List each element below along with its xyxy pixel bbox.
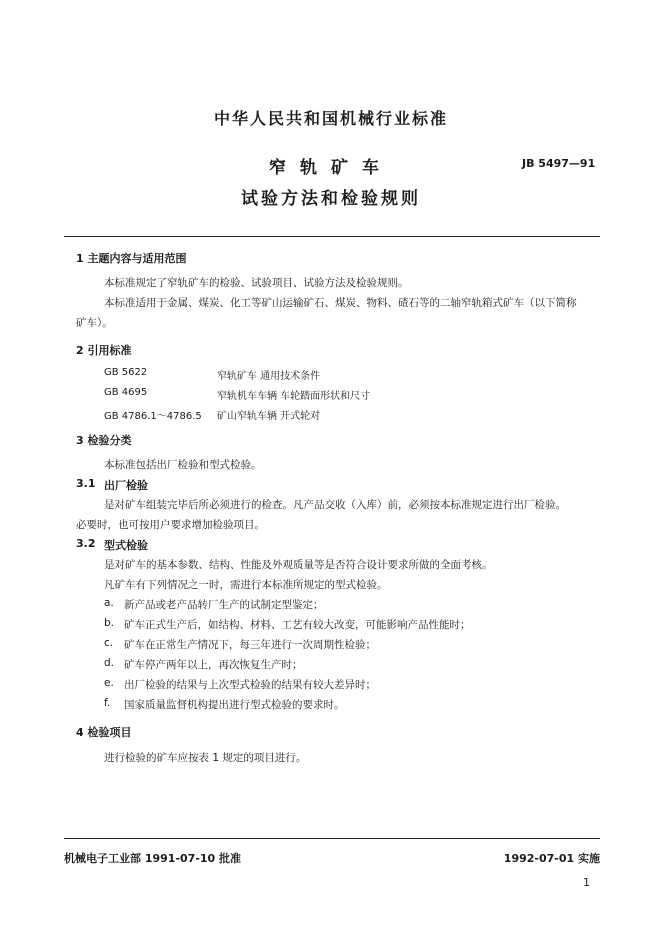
ref-code: GB 4695 <box>104 387 148 398</box>
list-item-label: e. <box>104 677 114 689</box>
ref-code: GB 5622 <box>104 367 148 378</box>
list-item-text: 国家质量监督机构提出进行型式检验的要求时。 <box>124 699 345 711</box>
section-1-paragraph-2: 本标准适用于金属、煤炭、化工等矿山运输矿石、煤炭、物料、碴石等的二轴窄轨箱式矿车（以下简称 <box>104 297 577 309</box>
subsection-3-1-paragraph-1: 是对矿车组装完毕后所必须进行的检查。凡产品交收（入库）前，必须按本标准规定进行出厂检验。 <box>104 499 566 511</box>
section-4-heading: 4 检验项目 <box>76 726 132 739</box>
section-2-heading: 2 引用标准 <box>76 344 132 357</box>
effective-date: 1992-07-01 实施 <box>503 852 600 865</box>
subsection-3-2-paragraph-1: 是对矿车的基本参数、结构、性能及外观质量等是否符合设计要求所做的全面考核。 <box>104 559 493 571</box>
approval-date: 机械电子工业部 1991-07-10 批准 <box>64 852 242 865</box>
header-divider <box>64 236 600 237</box>
section-1-heading: 1 主题内容与适用范围 <box>76 252 187 265</box>
ref-title: 窄轨机车车辆 车轮踏面形状和尺寸 <box>217 391 371 402</box>
list-item-label: a. <box>104 597 114 609</box>
page-number: 1 <box>583 876 590 889</box>
subsection-3-2-number: 3.2 <box>76 537 96 550</box>
ref-code: GB 4786.1～4786.5 <box>104 411 202 422</box>
subsection-3-1-paragraph-2: 必要时，也可按用户要求增加检验项目。 <box>76 519 265 531</box>
section-1-paragraph-2-cont: 矿车）。 <box>76 317 113 329</box>
subsection-3-2-paragraph-2: 凡矿车有下列情况之一时，需进行本标准所规定的型式检验。 <box>104 579 388 591</box>
subsection-3-1-title: 出厂检验 <box>104 479 148 492</box>
list-item-label: c. <box>104 637 114 649</box>
section-4-paragraph: 进行检验的矿车应按表 1 规定的项目进行。 <box>104 752 307 764</box>
footer-divider <box>64 838 600 839</box>
ref-title: 窄轨矿车 通用技术条件 <box>217 371 321 382</box>
standard-title-line2: 试验方法和检验规则 <box>241 189 421 209</box>
list-item-text: 矿车在正常生产情况下，每三年进行一次周期性检验； <box>124 639 376 651</box>
list-item-text: 矿车正式生产后，如结构、材料、工艺有较大改变，可能影响产品性能时； <box>124 619 471 631</box>
list-item-text: 新产品或老产品转厂生产的试制定型鉴定； <box>124 599 324 611</box>
issuing-organization: 中华人民共和国机械行业标准 <box>213 109 448 128</box>
section-1-paragraph-1: 本标准规定了窄轨矿车的检验、试验项目、试验方法及检验规则。 <box>104 277 409 289</box>
list-item-label: b. <box>104 617 115 629</box>
subsection-3-2-title: 型式检验 <box>104 539 148 552</box>
list-item-label: f. <box>104 697 111 709</box>
section-3-paragraph: 本标准包括出厂检验和型式检验。 <box>104 459 262 471</box>
ref-title: 矿山窄轨车辆 开式轮对 <box>217 411 321 422</box>
section-3-heading: 3 检验分类 <box>76 434 132 447</box>
subsection-3-1-number: 3.1 <box>76 477 96 490</box>
standard-code: JB 5497—91 <box>522 157 596 170</box>
list-item-label: d. <box>104 657 115 669</box>
list-item-text: 出厂检验的结果与上次型式检验的结果有较大差异时； <box>124 679 376 691</box>
standard-title-line1: 窄轨矿车 <box>269 158 393 178</box>
list-item-text: 矿车停产两年以上，再次恢复生产时； <box>124 659 303 671</box>
